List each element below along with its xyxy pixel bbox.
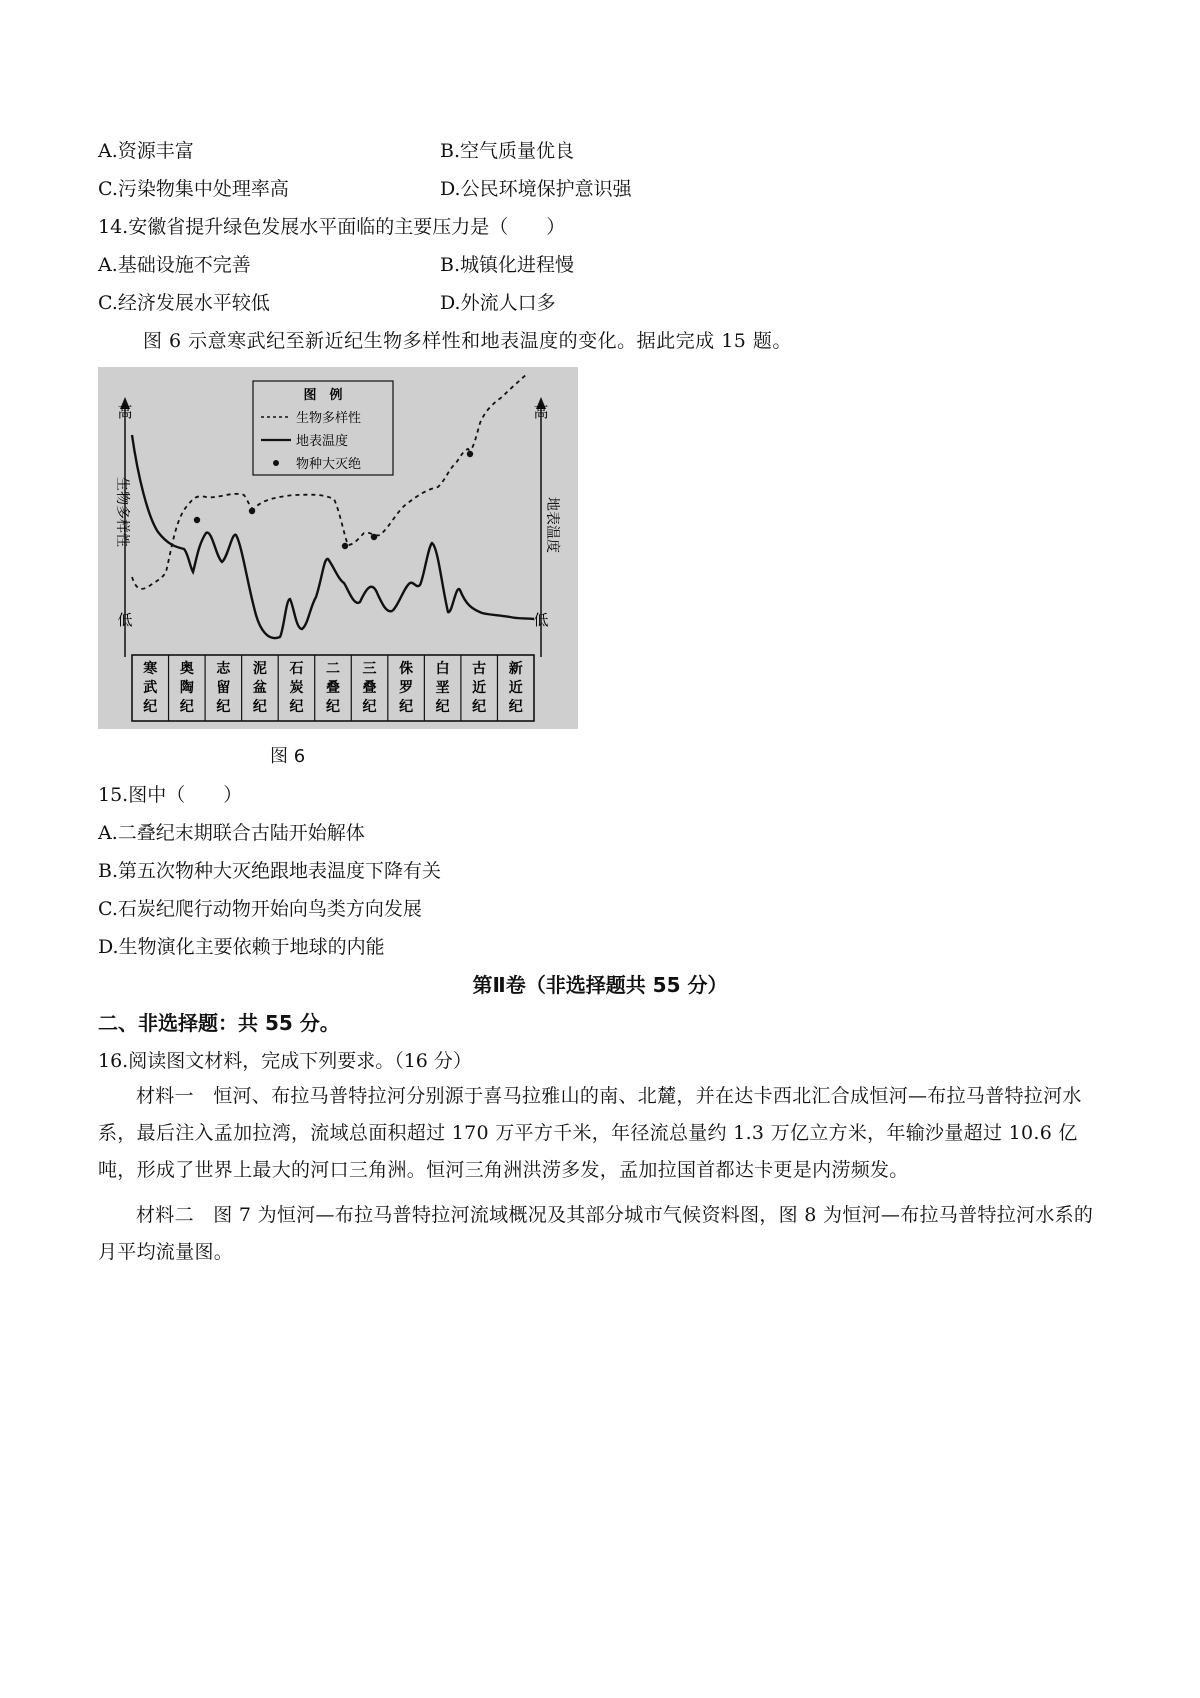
- period-label: 新近纪: [508, 661, 523, 715]
- biodiversity-curve: [132, 373, 528, 589]
- q15-option-a: A.二叠纪末期联合古陆开始解体: [98, 822, 365, 844]
- period-label: 奥陶纪: [179, 661, 194, 715]
- q16-material1: 材料一 恒河、布拉马普特拉河分别源于喜马拉雅山的南、北麓，并在达卡西北汇合成恒河—布拉马普特拉河水系，最后注入孟加拉湾，流域总面积超过 170 万平方千米，年径流总量约 1.3 万亿立方米，年输沙量超过 10.6 亿吨，形成了世界上最大的河口三角洲。恒河三角洲洪涝多发，孟加拉国首都达卡更是内涝频发。: [98, 1085, 1082, 1181]
- q13-option-c: C.污染物集中处理率高: [98, 178, 289, 200]
- q13-option-a: A.资源丰富: [98, 140, 194, 162]
- figure6-intro: 图 6 示意寒武纪至新近纪生物多样性和地表温度的变化。据此完成 15 题。: [143, 330, 792, 352]
- legend-dot-swatch: [273, 460, 279, 466]
- period-label: 二叠纪: [326, 661, 340, 715]
- extinction-point: [342, 543, 348, 549]
- left-axis-label: 生物多样性: [114, 477, 130, 547]
- extinction-point: [194, 517, 200, 523]
- period-label: 石炭纪: [289, 661, 304, 715]
- period-label: 古近纪: [472, 661, 487, 715]
- q13-option-d: D.公民环境保护意识强: [440, 178, 632, 200]
- period-label: 三叠纪: [362, 661, 377, 715]
- period-label: 泥盆纪: [252, 661, 267, 715]
- q15-option-d: D.生物演化主要依赖于地球的内能: [98, 936, 385, 958]
- legend-item-extinction: 物种大灭绝: [296, 457, 362, 472]
- left-axis-high: 高: [117, 403, 133, 421]
- period-label: 志留纪: [216, 661, 231, 715]
- period-table: [132, 655, 534, 721]
- q14-option-d: D.外流人口多: [440, 292, 556, 314]
- extinction-point: [249, 508, 255, 514]
- q16-material2: 材料二 图 7 为恒河—布拉马普特拉河流域概况及其部分城市气候资料图，图 8 为恒河—布拉马普特拉河水系的月平均流量图。: [98, 1204, 1094, 1263]
- period-label: 白垩纪: [435, 661, 450, 715]
- left-axis-low: 低: [117, 611, 133, 629]
- q15-option-b: B.第五次物种大灭绝跟地表温度下降有关: [98, 860, 442, 882]
- q16-stem: 16.阅读图文材料，完成下列要求。（16 分）: [98, 1050, 472, 1072]
- q13-option-b: B.空气质量优良: [440, 140, 575, 162]
- right-axis-low: 低: [533, 611, 549, 629]
- right-axis-high: 高: [533, 403, 549, 421]
- q14-option-a: A.基础设施不完善: [98, 254, 251, 276]
- period-label: 寒武纪: [143, 661, 158, 715]
- figure6-caption: 图 6: [270, 746, 306, 767]
- legend-item-temperature: 地表温度: [296, 434, 349, 449]
- legend-item-biodiversity: 生物多样性: [296, 411, 362, 426]
- legend-title: 图 例: [303, 388, 343, 403]
- q14-option-c: C.经济发展水平较低: [98, 292, 270, 314]
- right-axis-label: 地表温度: [544, 497, 560, 553]
- figure6-graphic: [98, 367, 578, 729]
- period-label: 侏罗纪: [399, 661, 414, 715]
- extinction-point: [371, 534, 377, 540]
- q14-stem: 14.安徽省提升绿色发展水平面临的主要压力是（ ）: [98, 216, 566, 238]
- q14-option-b: B.城镇化进程慢: [440, 254, 575, 276]
- section2-title: 第Ⅱ卷（非选择题共 55 分）: [472, 973, 728, 997]
- q15-option-c: C.石炭纪爬行动物开始向鸟类方向发展: [98, 898, 422, 920]
- q15-stem: 15.图中（ ）: [98, 784, 243, 806]
- extinction-point: [467, 451, 473, 457]
- figure6: [98, 367, 578, 729]
- section2-heading: 二、非选择题：共 55 分。: [98, 1011, 340, 1035]
